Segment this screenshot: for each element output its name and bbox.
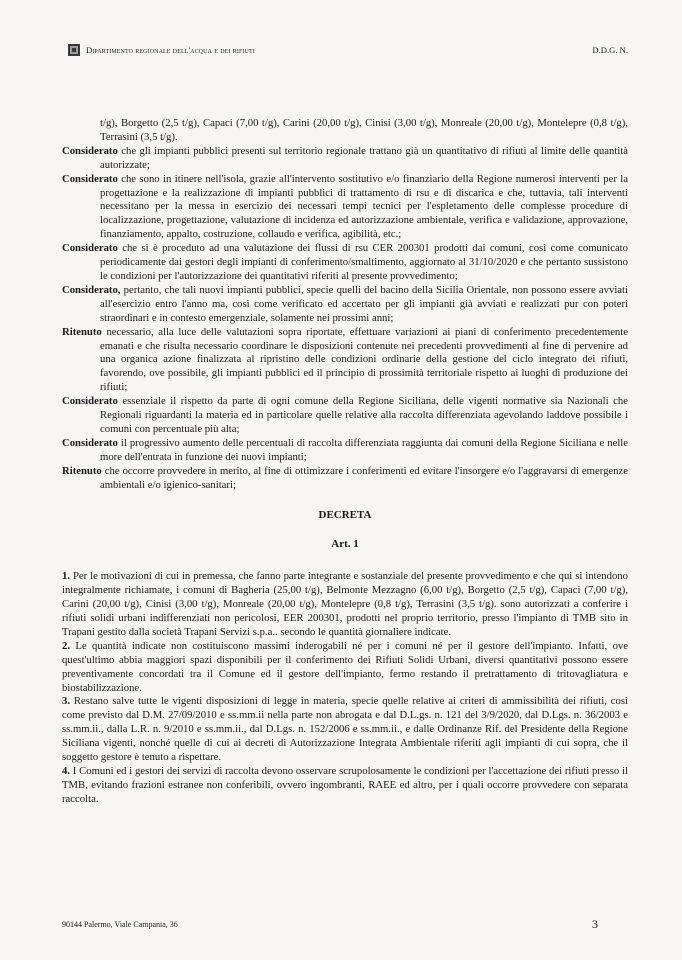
consideration-item: Considerato che sono in itinere nell'isola, grazie all'intervento sostitutivo e/o finanziario della Regione numerosi interventi per la progettazione e la realizzazione di impianti pubblici di trattamento di rsu e di discarica e che, tuttavia, tali interventi necessitano per la messa in esercizio dei necessari tempi tecnici per l'espletamento delle complesse procedure di localizzazione, progettazione, valutazione di incidenza ed autorizzazione ambientale, verifica e validazione, approvazione, finanziamento, appalto, costruzione, collaudo e verifica, agibilità, etc.; [62,172,628,241]
articles-list [62,570,628,806]
article-paragraph: 3. Restano salve tutte le vigenti disposizioni di legge in materia, specie quelle relative ai criteri di ammissibilità dei rifiuti, così come previsto dal D.M. 27/09/2010 e ss.mm.ii nella parte non abrogata e dal D.L.gs. n. 121 del 3/9/2020, dal D.Lgs. n. 36/2003 e ss.mm.ii., dalla L.R. n. 9/2010 e ss.mm.ii., dal D.Lgs. n. 152/2006 e ss.mm.ii., e dalle Ordinanze Rif. del Presidente della Regione Siciliana vigenti, nonché quelle di cui ai decreti di Autorizzazione Integrata Ambientale riferiti agli impianti di cui sopra, che il soggetto gestore è tenuto a rispettare. [62,695,628,764]
article-paragraph: 1. Per le motivazioni di cui in premessa, che fanno parte integrante e sostanziale del presente provvedimento e che qui si intendono integralmente richiamate, i comuni di Bagheria (25,00 t/g), Belmonte Mezzagno (6,00 t/g), Borgetto (2,5 t/g), Capaci (7,00 t/g), Carini (20,00 t/g), Cinisi (3,00 t/g), Monreale (20,00 t/g), Montelepre (0,8 t/g), Terrasini (3,5 t/g). sono autorizzati a conferire i rifiuti solidi urbani indifferenziati non pericolosi, EER 200301, prodotti nel proprio territorio, presso l'impianto di TMB sito in Trapani gestito dalla società Trapani Servizi s.p.a.. secondo le quantità giornaliere indicate. [62,570,628,638]
decreta-heading: DECRETA [318,509,372,522]
considerations-list [62,145,628,493]
footer-address: 90144 Palermo, Viale Campania, 36 [62,920,178,929]
article-heading: Art. 1 [331,538,359,551]
region-emblem-icon [68,44,80,56]
consideration-item: Considerato il progressivo aumento delle percentuali di raccolta differenziata raggiunta dai comuni della Regione Siciliana e nelle more dell'entrata in funzione dei nuovi impianti; [62,436,628,463]
page-number: 3 [592,917,598,931]
ddg-number: D.D.G. N. [592,45,628,55]
consideration-item: Considerato essenziale il rispetto da parte di ogni comune della Regione Siciliana, delle vigenti normative sia Nazionali che Regionali riguardanti la materia ed in particolare quelle relative alla raccolta differenziata agevolando laddove possibile i comuni con percentuale più alta; [62,395,628,435]
consideration-item: Ritenuto che occorre provvedere in merito, al fine di ottimizzare i conferimenti ed evitare l'insorgere e/o l'aggravarsi di emergenze ambientali e/o igienico-sanitari; [62,464,628,491]
continuation-text: t/g), Borgetto (2,5 t/g), Capaci (7,00 t/g), Carini (20,00 t/g), Cinisi (3,00 t/g), Monreale (20,00 t/g), Montelepre (0,8 t/g), Terrasini (3,5 t/g). [100,117,628,143]
article-paragraph: 4. I Comuni ed i gestori dei servizi di raccolta devono osservare scrupolosamente le condizioni per l'accettazione dei rifiuti presso il TMB, evitando frazioni estranee non conferibili, ovvero ingombranti, RAEE ed altro, per i quali occorre provvedere con separata raccolta. [62,764,628,805]
consideration-item: Considerato, pertanto, che tali nuovi impianti pubblici, specie quelli del bacino della Sicilia Orientale, non possono essere avviati all'esercizio entro l'anno ma, così come verificato ed accertato per gli impianti già avviati e realizzati pur con poteri straordinari e in contesto emergenziale, solamente nei prossimi anni; [62,283,628,324]
department-name: Dipartimento regionale dell'acqua e dei rifiuti [86,45,255,55]
consideration-item: Ritenuto necessario, alla luce delle valutazioni sopra riportate, effettuare variazioni ai piani di conferimento precedentemente emanati e che risulta necessario coordinare le disposizioni contenute nei precedenti provvedimenti al fine di pervenire ad una organica azione finalizzata al ripristino delle condizioni ordinarie della gestione del ciclo integrato dei rifiuti, favorendo, ove possibile, gli impianti pubblici ed il principio di prossimità territoriale rispetto ai luoghi di produzione dei rifiuti; [62,325,628,394]
consideration-item: Considerato che si è proceduto ad una valutazione dei flussi di rsu CER 200301 prodotti dai comuni, così come comunicato periodicamente dai gestori degli impianti di conferimento/smaltimento, aggiornato al 31/10/2020 e che pertanto sussistono le condizioni per l'autorizzazione dei quantitativi riferiti al presente provvedimento; [62,242,628,282]
page-header [68,44,628,58]
consideration-item: Considerato che gli impianti pubblici presenti sul territorio regionale trattano già un quantitativo di rifiuti al limite delle quantità autorizzate; [62,144,628,171]
article-paragraph: 2. Le quantità indicate non costituiscono massimi inderogabili né per i comuni né per il gestore dell'impianto. Infatti, ove quest'ultimo abbia maggiori spazi disponibili per il conferimento dei Rifiuti Solidi Urbani, diversi quantitativi possono essere preventivamente concordati tra il Comune ed il gestore dell'impianto, fermo restando il pretrattamento di tritovagliatura e biostabilizzazione. [62,639,628,694]
document-body [62,117,628,807]
page-footer [62,917,628,931]
